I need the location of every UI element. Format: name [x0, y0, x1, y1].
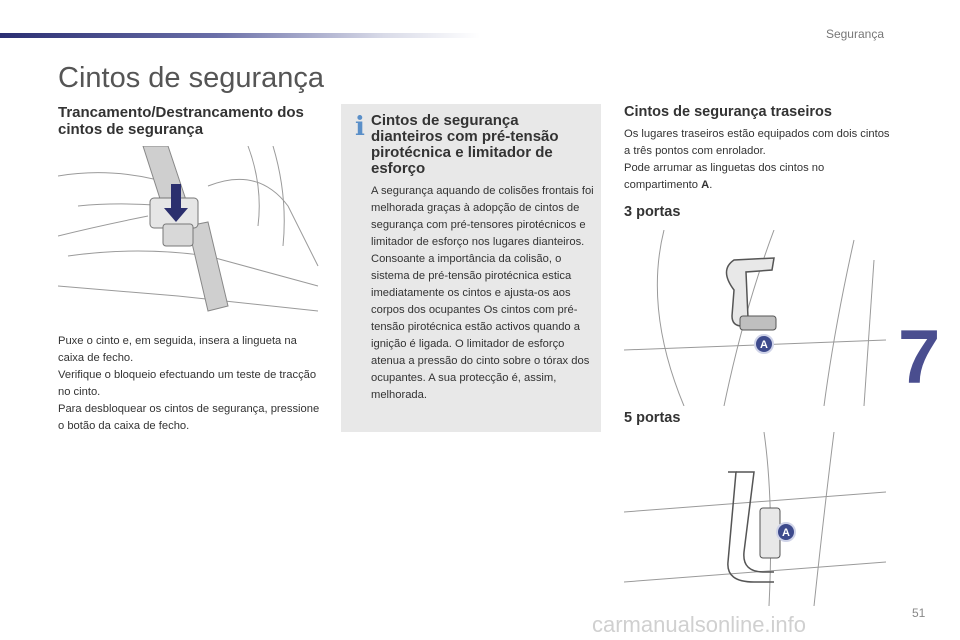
three-door-illustration [624, 230, 886, 406]
five-door-heading: 5 portas [624, 410, 681, 426]
paragraph: Pode arrumar as linguetas dos cintos no compartimento A. [624, 162, 825, 191]
five-door-illustration [624, 432, 886, 606]
page-title: Cintos de segurança [58, 62, 324, 94]
chapter-number: 7 [898, 315, 941, 400]
watermark: carmanualsonline.info [592, 612, 807, 637]
compartment-label: A [701, 179, 710, 191]
page-number: 51 [912, 606, 926, 620]
paragraph: Para desbloquear os cintos de segurança, pressione o botão da caixa de fecho. [58, 403, 320, 432]
section-label: Segurança [825, 27, 884, 41]
info-icon: i [355, 112, 365, 142]
info-box-heading: Cintos de segurança dianteiros com pré-tensão pirotécnica e limitador de esforço [371, 112, 559, 177]
pretensioner-info-box [341, 104, 601, 432]
buckle-section-heading: Trancamento/Destrancamento dos cintos de segurança [58, 104, 304, 138]
paragraph: Verifique o bloqueio efectuando um teste de tracção no cinto. [58, 369, 317, 398]
buckle-instructions [58, 333, 320, 435]
callout-a: A [760, 339, 768, 351]
rear-belts-heading: Cintos de segurança traseiros [624, 104, 832, 120]
paragraph: Puxe o cinto e, em seguida, insera a lingueta na caixa de fecho. [58, 335, 297, 364]
paragraph: Os lugares traseiros estão equipados com dois cintos a três pontos com enrolador. [624, 128, 890, 157]
compartment-text: Pode arrumar as linguetas dos cintos no compartimento [624, 162, 825, 191]
info-box-text: A segurança aquando de colisões frontais foi melhorada graças à adopção de cintos de segurança com pré-tensores pirotécnicos e limitador de esforço nos lugares dianteiros. Consoante a importância da colisão, o sistema de pré-tensão pirotécnica estica imediatamente os cintos e ajusta-os aos corpos dos ocupantes Os cintos com pré-tensão pirotécnica estão activos quando a ignição é ligada. O limitador de esforço atenua a pressão do cinto sobre o tórax dos ocupantes. A sua protecção é, assim, melhorada. [371, 185, 594, 401]
rear-belts-text [624, 126, 894, 194]
header-bar [0, 33, 480, 38]
three-door-heading: 3 portas [624, 204, 681, 220]
buckle-illustration [58, 146, 320, 318]
callout-a: A [782, 527, 790, 539]
